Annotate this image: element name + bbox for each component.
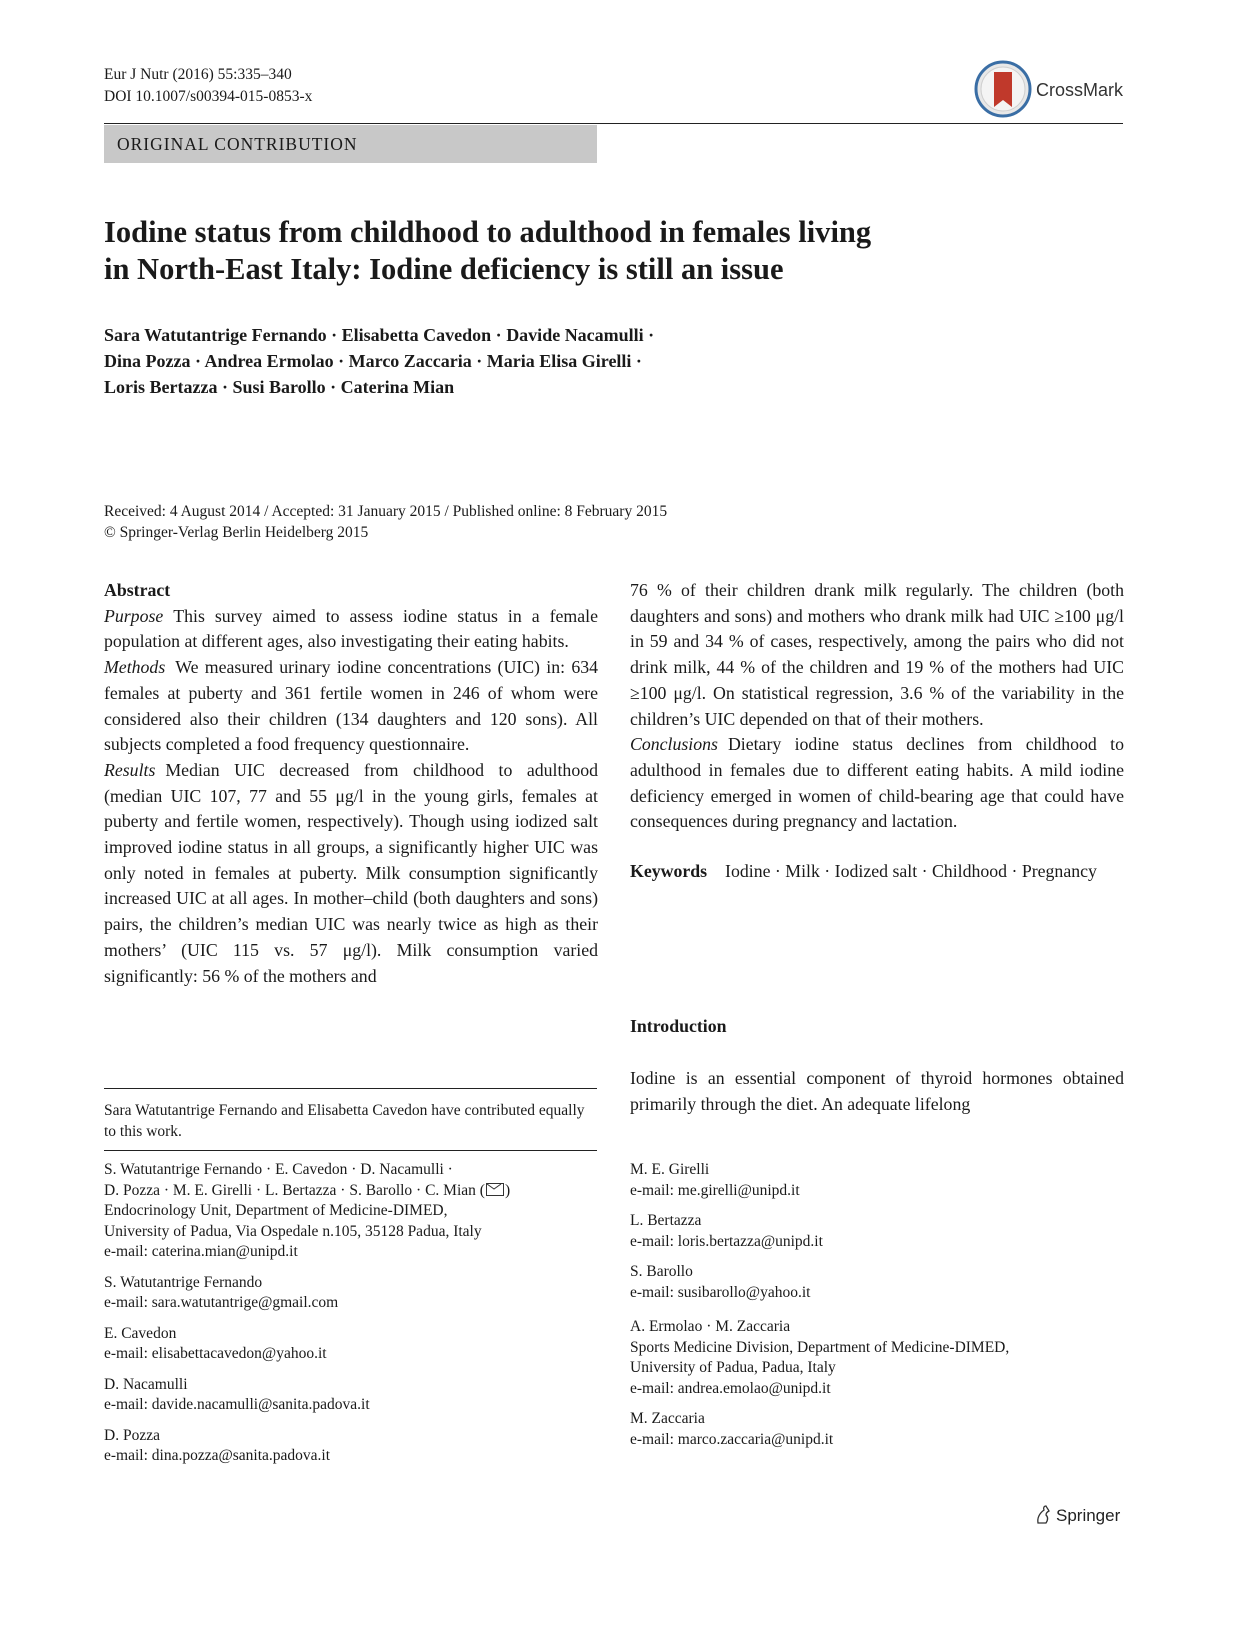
keywords-text: Iodine · Milk · Iodized salt · Childhood · Pregnancy <box>725 861 1097 882</box>
abstract-results <box>104 758 598 989</box>
introduction-heading: Introduction <box>630 1016 727 1036</box>
contact-block <box>630 1160 1100 1201</box>
methods-text: We measured urinary iodine concentrations (UIC) in: 634 females at puberty and 361 fertile women in 246 of whom were considered also their children (134 daughters and 120 sons). All subjects completed a food frequency questionnaire. <box>104 657 598 755</box>
authors-line: Dina Pozza · Andrea Ermolao · Marco Zaccaria · Maria Elisa Girelli · <box>104 351 642 371</box>
contact-email[interactable]: e-mail: andrea.emolao@unipd.it <box>630 1379 831 1397</box>
purpose-text: This survey aimed to assess iodine status in a female population at different ages, also investigating their eating habits. <box>104 605 598 652</box>
publisher-name: Springer <box>1056 1506 1121 1525</box>
contact-block <box>104 1426 574 1467</box>
contact-email[interactable]: e-mail: sara.watutantrige@gmail.com <box>104 1294 339 1311</box>
authors-line: Loris Bertazza · Susi Barollo · Caterina Mian <box>104 377 455 397</box>
contact-block <box>630 1262 1100 1303</box>
results-label: Results <box>104 759 156 780</box>
contact-name: E. Cavedon <box>104 1324 177 1342</box>
affiliation-block <box>630 1317 1100 1399</box>
footnote-rule <box>104 1088 597 1089</box>
purpose-label: Purpose <box>104 605 164 626</box>
header-rule <box>104 123 1123 124</box>
contact-name: S. Barollo <box>630 1263 693 1280</box>
conclusions-text: Dietary iodine status declines from childhood to adulthood in females due to different eating habits. A mild iodine deficiency emerged in women of child-bearing age that could have consequences during pregnancy and lactation. <box>630 734 1124 832</box>
affiliations-left <box>104 1160 574 1477</box>
contact-name: M. E. Girelli <box>630 1161 710 1178</box>
contact-email[interactable]: e-mail: elisabettacavedon@yahoo.it <box>104 1345 327 1362</box>
contact-name: S. Watutantrige Fernando <box>104 1273 263 1291</box>
crossmark-badge[interactable] <box>974 60 1124 120</box>
springer-horse-icon <box>1034 1505 1052 1525</box>
crossmark-label: CrossMark <box>1036 80 1124 100</box>
affiliation-authors: A. Ermolao · M. Zaccaria <box>630 1318 791 1335</box>
affiliation-address: University of Padua, Padua, Italy <box>630 1359 836 1376</box>
contact-email[interactable]: e-mail: dina.pozza@sanita.padova.it <box>104 1447 331 1464</box>
article-title <box>104 214 1004 288</box>
affiliation-authors <box>104 1181 574 1202</box>
methods-label: Methods <box>104 657 166 678</box>
affiliation-dept: Sports Medicine Division, Department of Medicine-DIMED, <box>630 1338 1010 1356</box>
title-line: in North-East Italy: Iodine deficiency is still an issue <box>104 252 784 286</box>
contact-email[interactable]: e-mail: loris.bertazza@unipd.it <box>630 1232 823 1250</box>
abstract-methods <box>104 655 598 758</box>
title-line: Iodine status from childhood to adulthood in females living <box>104 215 872 249</box>
conclusions-label: Conclusions <box>630 734 718 755</box>
results-text: Median UIC decreased from childhood to adulthood (median UIC 107, 77 and 55 μg/l in the young girls, females at puberty and fertile women, respectively). Though using iodized salt improved iodine status in all groups, a significantly higher UIC was only noted in females at puberty. Milk consumption significantly increased UIC at all ages. In mother–child (both daughters and sons) pairs, the children’s median UIC was nearly twice as high as their mothers’ (UIC 115 vs. 57 μg/l). Milk consumption varied significantly: 56 % of the mothers and <box>104 759 598 986</box>
contact-block <box>104 1273 574 1314</box>
journal-citation <box>104 64 312 108</box>
contact-name: L. Bertazza <box>630 1212 702 1229</box>
contact-block <box>104 1375 574 1416</box>
corresponding-email[interactable]: e-mail: caterina.mian@unipd.it <box>104 1243 298 1260</box>
contact-block <box>630 1409 1100 1450</box>
affiliation-block <box>104 1160 574 1263</box>
contact-email[interactable]: e-mail: davide.nacamulli@sanita.padova.it <box>104 1396 370 1413</box>
contact-email[interactable]: e-mail: marco.zaccaria@unipd.it <box>630 1430 834 1448</box>
authors-line: Sara Watutantrige Fernando · Elisabetta Cavedon · Davide Nacamulli · <box>104 325 655 345</box>
affiliation-dept: Endocrinology Unit, Department of Medicine-DIMED, <box>104 1202 448 1219</box>
results-continued: 76 % of their children drank milk regularly. The children (both daughters and sons) and mothers who drank milk had UIC ≥100 μg/l in 59 and 34 % of cases, respectively, among the pairs who did not drink milk, 44 % of the children and 19 % of the mothers had UIC ≥100 μg/l. On statistical regression, 3.6 % of the variability in the children’s UIC depended on that of their mothers. <box>630 580 1124 729</box>
affiliation-rule <box>104 1150 597 1151</box>
affiliation-authors-text: D. Pozza · M. E. Girelli · L. Bertazza · S. Barollo · C. Mian ( <box>104 1181 485 1199</box>
author-list <box>104 322 824 400</box>
copyright-line: © Springer-Verlag Berlin Heidelberg 2015 <box>104 524 369 541</box>
contact-name: D. Pozza <box>104 1426 160 1444</box>
dates-line: Received: 4 August 2014 / Accepted: 31 January 2015 / Published online: 8 February 2015 <box>104 503 668 520</box>
affiliation-address: University of Padua, Via Ospedale n.105, 35128 Padua, Italy <box>104 1222 482 1240</box>
introduction-text: Iodine is an essential component of thyroid hormones obtained primarily through the diet. An adequate lifelong <box>630 1068 1124 1114</box>
section-type-label: ORIGINAL CONTRIBUTION <box>117 134 358 154</box>
keywords-label: Keywords <box>630 861 708 882</box>
contact-email[interactable]: e-mail: susibarollo@yahoo.it <box>630 1283 811 1301</box>
springer-logo <box>1034 1505 1120 1526</box>
equal-contribution-note: Sara Watutantrige Fernando and Elisabetta Cavedon have contributed equally to this work. <box>104 1102 585 1140</box>
section-type-bar <box>104 125 597 163</box>
affiliation-authors: S. Watutantrige Fernando · E. Cavedon · D. Nacamulli · <box>104 1161 453 1178</box>
abstract-conclusions <box>630 732 1124 835</box>
envelope-icon <box>486 1183 504 1196</box>
abstract-purpose <box>104 604 598 655</box>
publication-dates <box>104 501 667 543</box>
right-column <box>630 578 1124 885</box>
contact-email[interactable]: e-mail: me.girelli@unipd.it <box>630 1181 800 1199</box>
contact-block <box>630 1211 1100 1252</box>
contact-name: D. Nacamulli <box>104 1375 188 1393</box>
crossmark-icon <box>974 60 1032 118</box>
contact-name: M. Zaccaria <box>630 1410 705 1427</box>
doi: DOI 10.1007/s00394-015-0853-x <box>104 88 313 105</box>
keywords <box>630 859 1124 885</box>
affiliation-authors-text: ) <box>504 1181 511 1199</box>
journal-volume: Eur J Nutr (2016) 55:335–340 <box>104 66 292 83</box>
affiliations-right <box>630 1160 1100 1460</box>
abstract-heading: Abstract <box>104 580 171 600</box>
contact-block <box>104 1324 574 1365</box>
abstract-column <box>104 578 598 989</box>
